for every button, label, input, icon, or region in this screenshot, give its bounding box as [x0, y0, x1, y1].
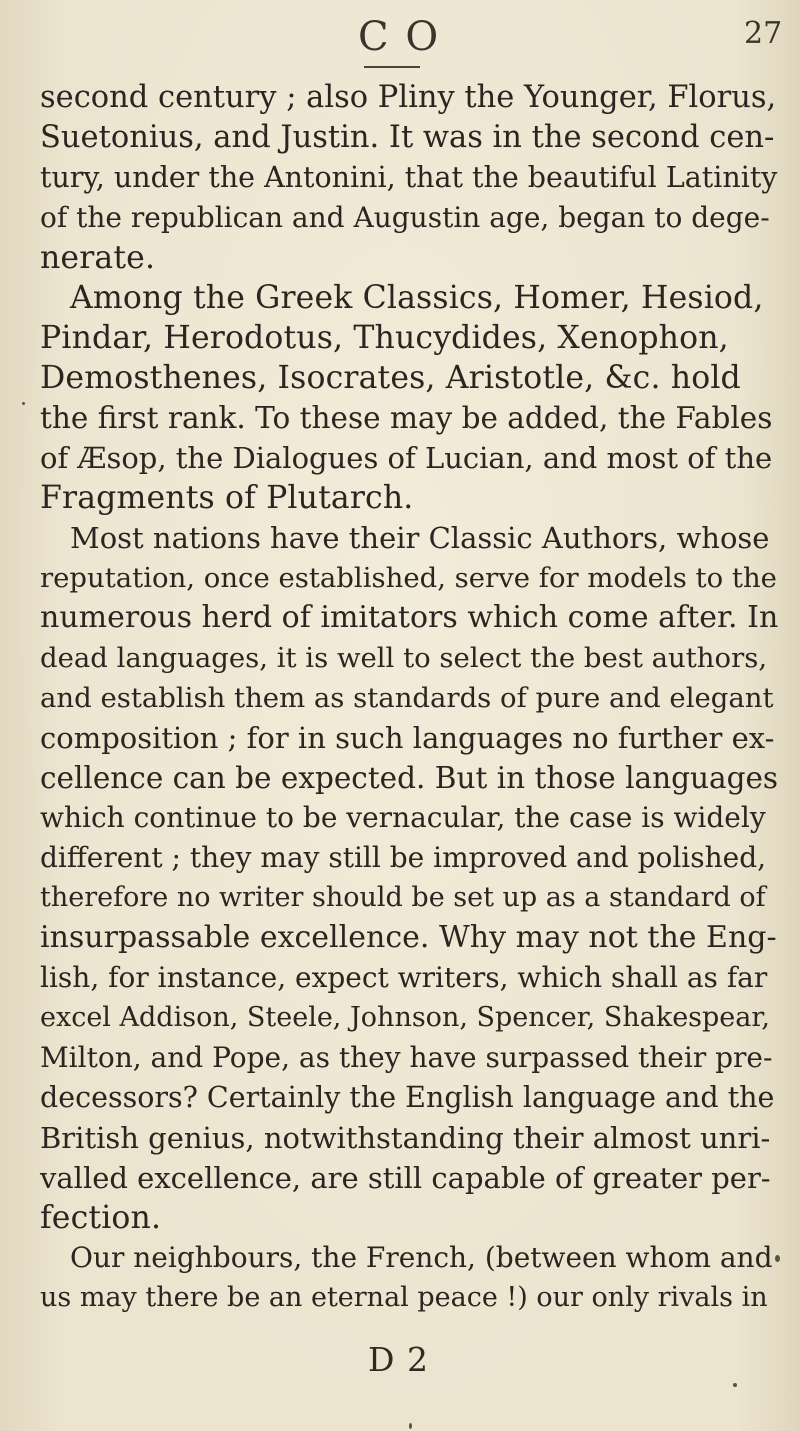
text-line: and establish them as standards of pure and elegant	[40, 682, 774, 714]
page-number: 27	[744, 16, 783, 51]
ink-speck	[733, 1383, 737, 1387]
text-line: Among the Greek Classics, Homer, Hesiod,	[70, 280, 764, 316]
text-line: different ; they may still be improved and polished,	[40, 841, 767, 874]
text-line: which continue to be vernacular, the case is widely	[40, 801, 766, 834]
text-line: excel Addison, Steele, Johnson, Spencer, Shakespear,	[40, 1002, 770, 1033]
text-line: nerate.	[40, 240, 156, 276]
text-line: cellence can be expected. But in those languages	[40, 761, 779, 795]
ink-speck	[409, 1423, 412, 1429]
text-line: us may there be an eternal peace !) our only rivals in	[40, 1282, 768, 1313]
text-line: British genius, notwithstanding their almost unri-	[40, 1121, 771, 1155]
text-line: Pindar, Herodotus, Thucydides, Xenophon,	[40, 320, 729, 356]
running-header	[0, 6, 800, 66]
text-line: Suetonius, and Justin. It was in the second cen-	[40, 120, 775, 155]
text-line: reputation, once established, serve for models to the	[40, 562, 777, 594]
text-line: the first rank. To these may be added, the Fables	[40, 401, 773, 435]
ink-speck	[22, 402, 25, 405]
text-line: Fragments of Plutarch.	[40, 480, 414, 516]
text-line: insurpassable excellence. Why may not the Eng-	[40, 920, 777, 955]
text-line: Milton, and Pope, as they have surpassed their pre-	[40, 1041, 773, 1074]
text-line: numerous herd of imitators which come after. In	[40, 600, 779, 635]
text-line: of Æsop, the Dialogues of Lucian, and most of the	[40, 441, 773, 475]
text-line: lish, for instance, expect writers, which shall as far	[40, 961, 768, 994]
text-line: therefore no writer should be set up as a standard of	[40, 882, 766, 913]
text-line: Our neighbours, the French, (between whom and	[70, 1241, 773, 1274]
text-line: Demosthenes, Isocrates, Aristotle, &c. hold	[40, 360, 741, 396]
text-line: valled excellence, are still capable of greater per-	[40, 1161, 771, 1195]
text-line: fection.	[40, 1200, 162, 1236]
text-line: composition ; for in such languages no further ex-	[40, 721, 775, 755]
text-line: second century ; also Pliny the Younger, Florus,	[40, 80, 777, 115]
running-head-catchword: C O	[358, 14, 441, 60]
header-rule	[364, 66, 420, 68]
text-line: dead languages, it is well to select the best authors,	[40, 642, 768, 674]
text-line: of the republican and Augustin age, began to dege-	[40, 201, 770, 234]
text-line: tury, under the Antonini, that the beautiful Latinity	[40, 161, 778, 194]
signature-mark: D 2	[368, 1340, 429, 1379]
text-line: Most nations have their Classic Authors, whose	[70, 521, 770, 555]
text-line: decessors? Certainly the English language and the	[40, 1081, 775, 1114]
ink-speck	[775, 1255, 780, 1262]
